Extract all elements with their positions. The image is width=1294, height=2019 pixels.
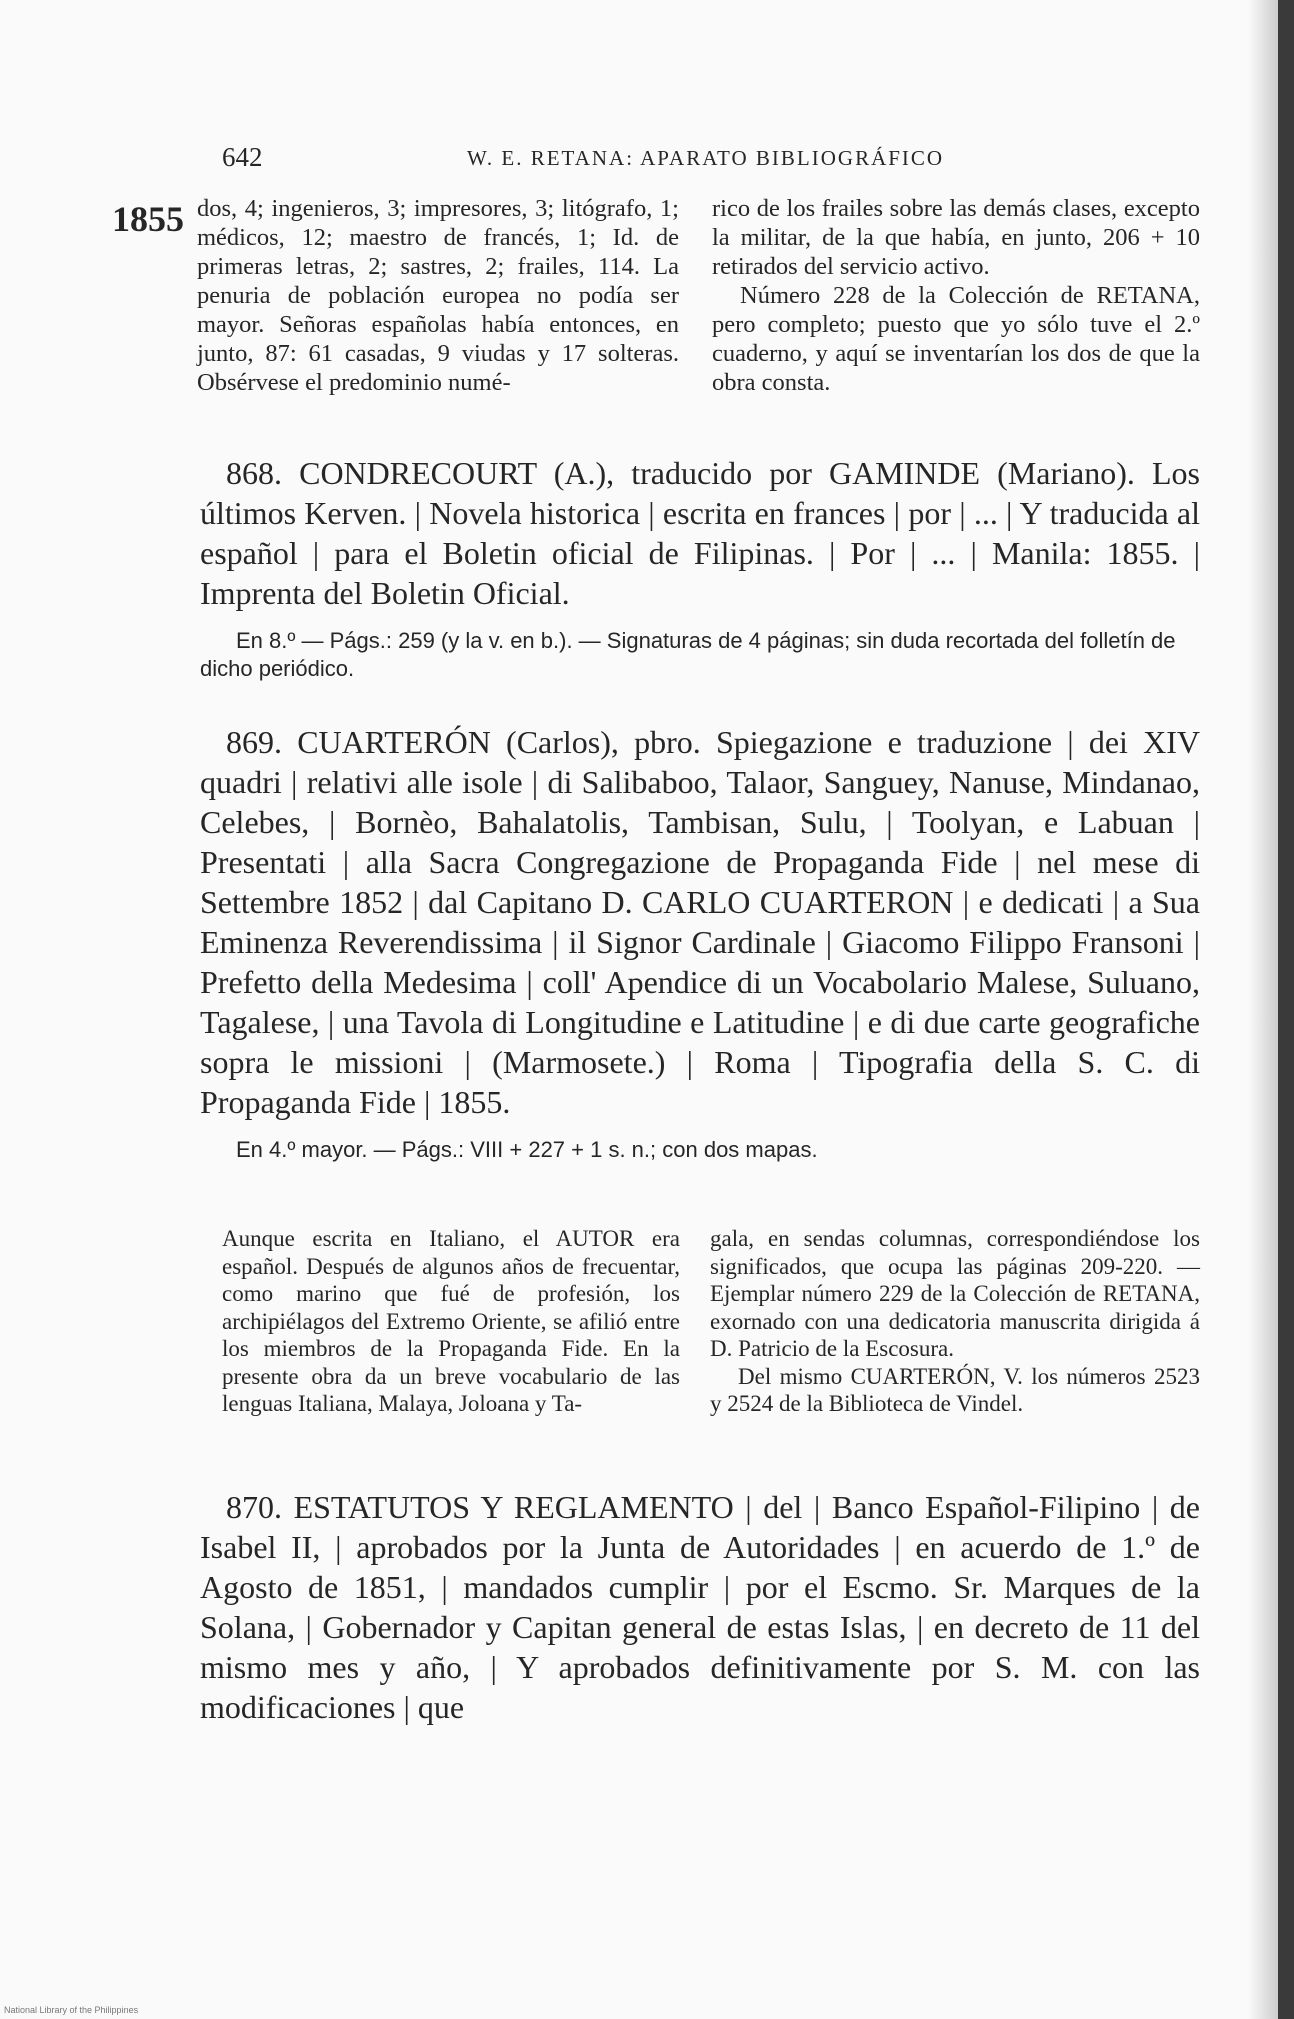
top-left-column: [197, 194, 679, 397]
entry-collation: En 8.º — Págs.: 259 (y la v. en b.). — Signaturas de 4 páginas; sin duda recortada del folletín de dicho periódico.: [200, 628, 1176, 681]
entry-870: [200, 1487, 1200, 1727]
top-right-paragraph-1: rico de los frailes sobre las demás clases, excepto la militar, de la que había, en junto, 206 + 10 retirados del servicio activo.: [712, 195, 1200, 280]
notes-right-paragraph-2: Del mismo CUARTERÓN, V. los números 2523 y 2524 de la Biblioteca de Vindel.: [710, 1363, 1200, 1416]
margin-year: 1855: [112, 199, 184, 239]
top-right-paragraph-2: Número 228 de la Colección de RETANA, pero completo; puesto que yo sólo tuve el 2.º cuaderno, y aquí se inventarían los dos de que la obra consta.: [712, 282, 1200, 396]
top-left-paragraph: dos, 4; ingenieros, 3; impresores, 3; litógrafo, 1; médicos, 12; maestro de francés, 1; Id. de primeras letras, 2; sastres, 2; frailes, 114. La penuria de población europea no podía ser mayor. Señoras españolas había entonces, en junto, 87: 61 casadas, 9 viudas y 17 solteras. Obsérvese el predominio numé-: [197, 195, 679, 396]
entry-868: [200, 453, 1200, 683]
entry-title: 868. CONDRECOURT (A.), traducido por GAMINDE (Mariano). Los últimos Kerven. | Novela historica | escrita en frances | por | ... | Y traducida al español | para el Boletin oficial de Filipinas. | Por | ... | Manila: 1855. | Imprenta del Boletin Oficial.: [200, 455, 1200, 611]
notes-right-column: [710, 1225, 1200, 1418]
scan-edge: [1278, 0, 1294, 2019]
entry-869: [200, 722, 1200, 1164]
notes-left-paragraph: Aunque escrita en Italiano, el AUTOR era español. Después de algunos años de frecuentar, como marino que fué de profesión, los archipiélagos del Extremo Oriente, se afilió entre los miembros de la Propaganda Fide. En la presente obra da un breve vocabulario de las lenguas Italiana, Malaya, Joloana y Ta-: [222, 1226, 680, 1416]
page-header: [222, 142, 1202, 178]
entry-collation: En 4.º mayor. — Págs.: VIII + 227 + 1 s. n.; con dos mapas.: [236, 1137, 818, 1162]
notes-right-paragraph-1: gala, en sendas columnas, correspondiéndose los significados, que ocupa las páginas 209-220. — Ejemplar número 229 de la Colección de RETANA, exornado con una dedicatoria manuscrita dirigida á D. Patricio de la Escosura.: [710, 1226, 1200, 1361]
running-title: W. E. RETANA: APARATO BIBLIOGRÁFICO: [467, 146, 945, 170]
entry-title: 869. CUARTERÓN (Carlos), pbro. Spiegazione e traduzione | dei XIV quadri | relativi alle isole | di Salibaboo, Talaor, Sanguey, Nanuse, Mindanao, Celebes, | Bornèo, Bahalatolis, Tambisan, Sulu, | Toolyan, e Labuan | Presentati | alla Sacra Congregazione de Propaganda Fide | nel mese di Settembre 1852 | dal Capitano D. CARLO CUARTERON | e dedicati | a Sua Eminenza Reverendissima | il Signor Cardinale | Giacomo Filippo Fransoni | Prefetto della Medesima | coll' Apendice di un Vocabolario Malese, Suluano, Tagalese, | una Tavola di Longitudine e Latitudine | e di due carte geografiche sopra le missioni | (Marmosete.) | Roma | Tipografia della S. C. di Propaganda Fide | 1855.: [200, 724, 1200, 1120]
entry-title: 870. ESTATUTOS Y REGLAMENTO | del | Banco Español-Filipino | de Isabel II, | aprobados por la Junta de Autoridades | en acuerdo de 1.º de Agosto de 1851, | mandados cumplir | por el Escmo. Sr. Marques de la Solana, | Gobernador y Capitan general de estas Islas, | en decreto de 11 del mismo mes y año, | Y aprobados definitivamente por S. M. con las modificaciones | que: [200, 1489, 1200, 1725]
notes-left-column: [222, 1225, 680, 1418]
top-right-column: [712, 194, 1200, 397]
scan-footer-tag: National Library of the Philippines: [4, 2005, 139, 2015]
page-number: 642: [222, 142, 263, 172]
